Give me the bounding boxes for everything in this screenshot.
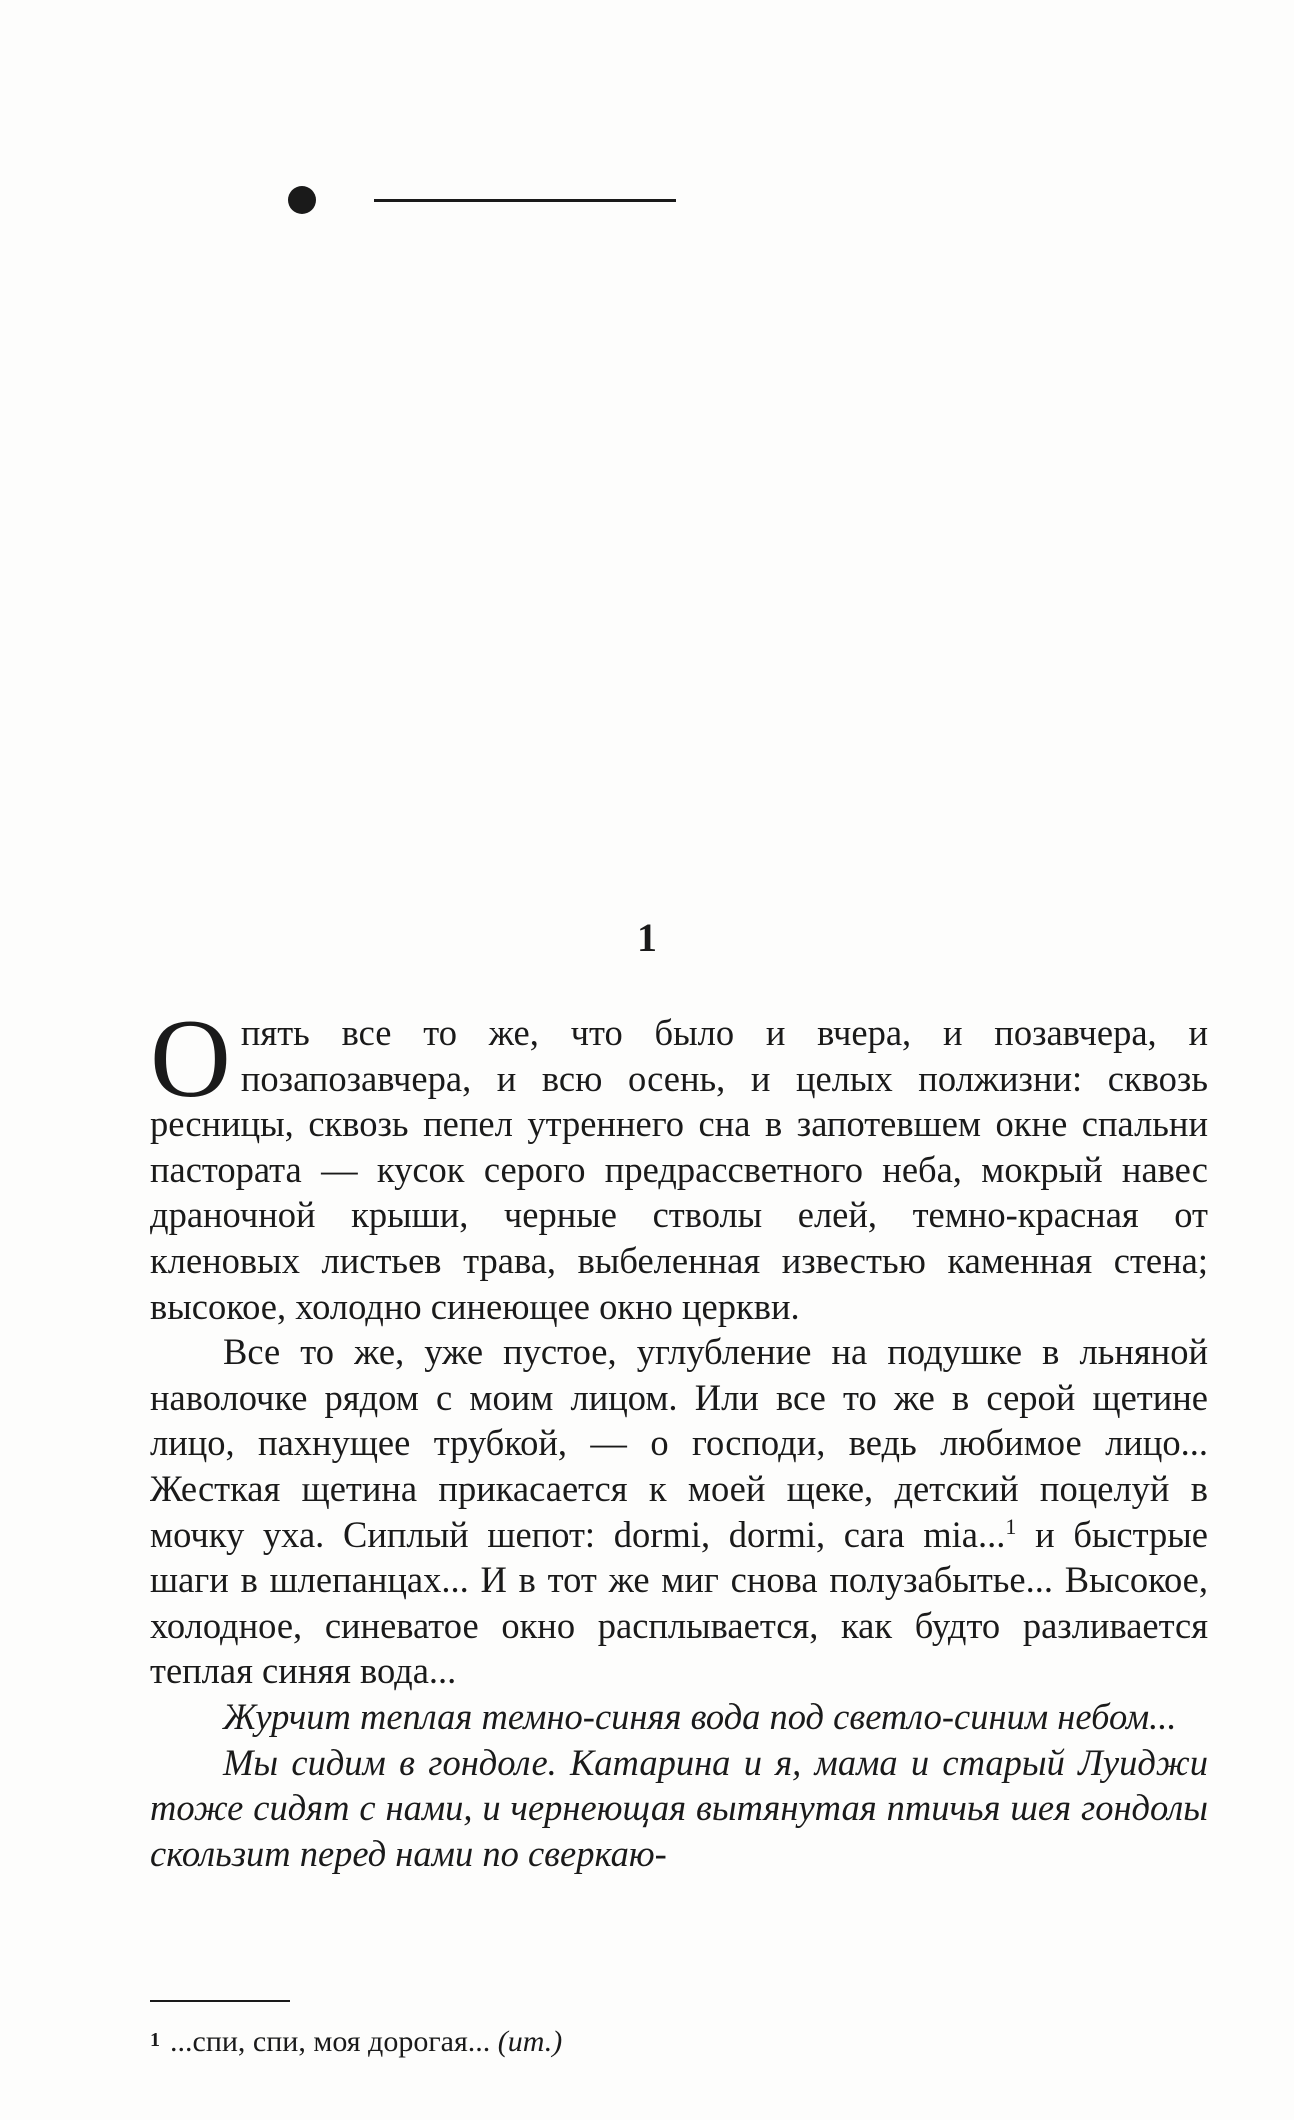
footnote-reference: 1 [1005, 1513, 1017, 1539]
drop-cap: О [150, 997, 231, 1121]
main-text [150, 997, 1208, 1876]
paragraph-1 [150, 997, 1208, 1329]
paragraph-4: Мы сидим в гондоле. Катарина и я, мама и старый Луиджи тоже сидят с нами, и чернеющая вытянутая птичья шея гондолы скользит перед нами по сверкаю- [150, 1741, 1208, 1874]
footnote-text: ...спи, спи, моя дорогая... [170, 2025, 498, 2058]
chapter-ornament [288, 186, 678, 216]
paragraph-3: Журчит теплая темно-синяя вода под светло-синим небом... [223, 1695, 1177, 1737]
paragraph-1-text: пять все то же, что было и вчера, и позавчера, и позапозавчера, и всю осень, и целых полжизни: сквозь ресницы, сквозь пепел утреннего сна в запотевшем окне спальни пастората — кусок серого предрассветного неба, мокрый навес драночной крыши, черные стволы елей, темно-красная от кленовых листьев трава, выбеленная известью каменная стена; высокое, холодно синеющее окно церкви. [150, 1012, 1208, 1327]
ornament-dot [288, 186, 316, 214]
ornament-line [374, 199, 676, 202]
paragraph-2-text-a: Все то же, уже пустое, углубление на подушке в льняной наволочке рядом с моим лицом. Или все то же в серой щетине лицо, пахнущее трубкой, — о господи, ведь любимое лицо... Жесткая щетина прикасается к моей щеке, детский поцелуй в мочку уха. Сиплый шепот: dormi, dormi, cara mia... [150, 1331, 1208, 1555]
footnote-divider [150, 2000, 290, 2002]
paragraph-2-text-b: и быстрые шаги в шлепанцах... И в тот же миг снова полузабытье... Высокое, холодное, синеватое окно расплывается, как будто разливается теплая синяя вода... [150, 1513, 1208, 1692]
chapter-number: 1 [637, 915, 657, 960]
paragraph-2 [150, 1329, 1208, 1694]
footnote-mark: 1 [150, 2029, 160, 2051]
footnote [150, 2022, 562, 2062]
footnote-language-note: (ит.) [497, 2025, 563, 2058]
